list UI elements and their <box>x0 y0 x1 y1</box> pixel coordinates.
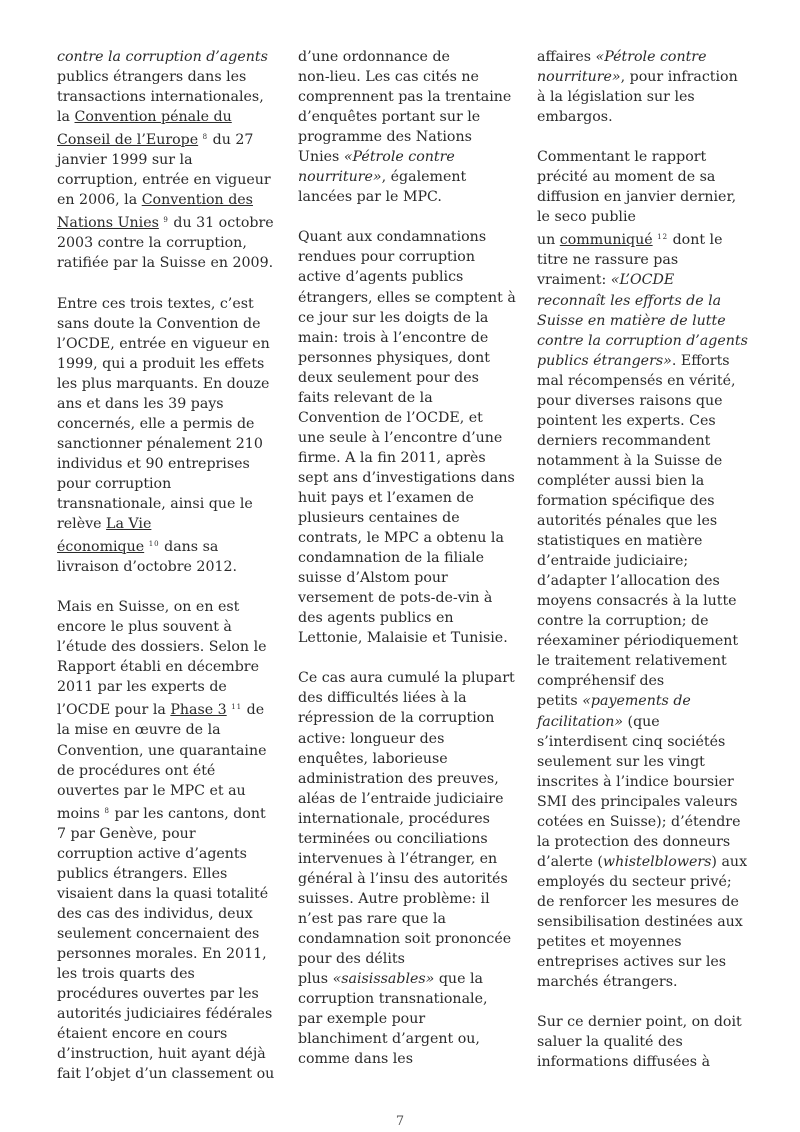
text-line: corruption, entrée en vigueur <box>57 172 271 189</box>
text-line: le traitement relativement <box>537 653 727 670</box>
text-line: compréhensif des <box>537 673 665 690</box>
text-line: petits «payements de <box>537 693 691 710</box>
text-line: pour des délits <box>298 951 405 968</box>
text-line: d’entraide judiciaire; <box>537 553 689 570</box>
footnote-marker[interactable]: 8 <box>202 133 209 142</box>
text-line: pointent les experts. Ces <box>537 412 716 429</box>
text-line: individus et 90 entreprises <box>57 455 250 472</box>
paragraph <box>537 47 759 127</box>
link-phase-3[interactable]: Phase 3 <box>170 702 227 719</box>
paragraph <box>57 597 275 1084</box>
text-line: Unies «Pétrole contre <box>298 149 455 166</box>
text-line: contre la corruption d’agents <box>57 49 268 65</box>
text-line: condamnation soit prononcée <box>298 930 512 947</box>
footnote-marker[interactable]: 8 <box>104 806 110 815</box>
text-line: le seco publie <box>537 209 636 226</box>
paragraph <box>57 294 275 578</box>
text-line: d’alerte (whistelblowers) aux <box>537 853 748 870</box>
text-column-1 <box>57 47 275 1104</box>
text-line: les plus marquants. En douze <box>57 375 270 392</box>
text-line: nourriture», également <box>298 169 467 186</box>
link-convention-penale[interactable]: Convention pénale du <box>74 109 232 126</box>
paragraph <box>298 227 516 648</box>
text-line: Nations Unies $^9$ du 31 octobre <box>57 215 274 232</box>
text-line: publics étrangers dans les <box>57 69 247 86</box>
link-communique[interactable]: communiqué <box>559 232 653 249</box>
text-line: à la législation sur les <box>537 89 695 106</box>
text-line: Commentant le rapport <box>537 149 707 166</box>
text-line: 2003 contre la corruption, <box>57 235 247 252</box>
text-line: aléas de l’entraide judiciaire <box>298 790 504 807</box>
text-line: transactions internationales, <box>57 89 264 106</box>
text-line: informations diffusées à <box>537 1054 711 1071</box>
link-la-vie-economique[interactable]: La Vie <box>106 516 152 533</box>
text-line: formation spécifique des <box>537 492 715 509</box>
text-line: d’une ordonnance de <box>298 49 450 65</box>
text-line: seulement sur les vingt <box>537 753 705 770</box>
text-line: inscrites à l’indice boursier <box>537 773 734 790</box>
text-line: programme des Nations <box>298 129 472 146</box>
page-number: 7 <box>395 1114 405 1129</box>
text-line: deux seulement pour des <box>298 369 479 386</box>
text-line: des cas des individus, deux <box>57 905 253 922</box>
text-line: Lettonie, Malaisie et Tunisie. <box>298 630 508 647</box>
text-line: cotées en Suisse); d’étendre <box>537 813 741 830</box>
text-line: relève La Vie <box>57 516 152 533</box>
text-line: notamment à la Suisse de <box>537 452 723 469</box>
text-line: contre la corruption; de <box>537 613 709 630</box>
text-line: entreprises actives sur les <box>537 954 727 971</box>
text-line: étaient encore en cours <box>57 1026 228 1043</box>
text-line: moyens consacrés à la lutte <box>537 593 737 610</box>
text-line: en 2006, la Convention des <box>57 192 253 209</box>
text-line: fait l’objet d’un classement ou <box>57 1066 275 1083</box>
text-line: titre ne rassure pas <box>537 252 679 269</box>
text-line: condamnation de la filiale <box>298 550 485 567</box>
text-line: Convention de l’OCDE, et <box>298 409 483 426</box>
text-line: suisses. Autre problème: il <box>298 890 490 907</box>
text-line: 7 par Genève, pour <box>57 825 196 842</box>
text-line: 2011 par les experts de <box>57 679 227 696</box>
text-line: ratifiée par la Suisse en 2009. <box>57 255 274 272</box>
text-line: d’adapter l’allocation des <box>537 573 720 590</box>
text-line: statistiques en matière <box>537 533 703 550</box>
text-line: affaires «Pétrole contre <box>537 49 707 65</box>
text-line: main: trois à l’encontre de <box>298 329 489 346</box>
text-line: contrats, le MPC a obtenu la <box>298 530 504 547</box>
text-line: concernés, elle a permis de <box>57 415 255 432</box>
text-line: personnes morales. En 2011, <box>57 945 267 962</box>
text-line: sanctionner pénalement 210 <box>57 435 263 452</box>
text-line: plusieurs centaines de <box>298 510 460 527</box>
text-line: précité au moment de sa <box>537 169 716 186</box>
text-line: embargos. <box>537 109 613 126</box>
text-line: firme. A la fin 2011, après <box>298 449 486 466</box>
text-line: sans doute la Convention de <box>57 315 261 332</box>
text-line: la mise en œuvre de la <box>57 722 221 739</box>
text-line: sensibilisation destinées aux <box>537 913 743 930</box>
text-line: diffusion en janvier dernier, <box>537 189 737 206</box>
text-line: s’interdisent cinq sociétés <box>537 733 726 750</box>
text-line: mal récompensés en vérité, <box>537 372 736 389</box>
text-line: une seule à l’encontre d’une <box>298 429 503 446</box>
text-line: visaient dans la quasi totalité <box>57 885 269 902</box>
text-line: général à l’insu des autorités <box>298 870 508 887</box>
text-line: procédures ouvertes par les <box>57 986 259 1003</box>
text-line: 1999, qui a produit les effets <box>57 355 265 372</box>
text-line: petites et moyennes <box>537 934 682 951</box>
text-line: Entre ces trois textes, c’est <box>57 295 254 312</box>
text-line: internationale, procédures <box>298 810 490 827</box>
text-line: l’OCDE, entrée en vigueur en <box>57 335 270 352</box>
text-line: la protection des donneurs <box>537 833 731 850</box>
text-line: par exemple pour <box>298 1011 426 1028</box>
text-line: active d’agents publics <box>298 269 464 286</box>
text-line: ans et dans les 39 pays <box>57 395 224 412</box>
text-line: l’OCDE pour la Phase 3 $^{11}$ de <box>57 702 265 719</box>
text-line: transnationale, ainsi que le <box>57 495 253 512</box>
text-line: faits relevant de la <box>298 389 433 406</box>
link-economique[interactable]: économique <box>57 539 145 556</box>
text-line: de procédures ont été <box>57 762 216 779</box>
text-line: derniers recommandent <box>537 432 711 449</box>
text-line: intervenues à l’étranger, en <box>298 850 498 867</box>
text-line: Ce cas aura cumulé la plupart <box>298 670 515 687</box>
text-column-3 <box>537 47 759 1092</box>
footnote-marker[interactable]: 10 <box>148 540 160 549</box>
paragraph <box>537 1012 759 1072</box>
text-line: suisse d’Alstom pour <box>298 570 448 587</box>
text-line: sept ans d’investigations dans <box>298 469 515 486</box>
text-line: marchés étrangers. <box>537 974 678 991</box>
text-line: Rapport établi en décembre <box>57 659 259 676</box>
text-line: l’étude des dossiers. Selon le <box>57 639 267 656</box>
text-line: autorités judiciaires fédérales <box>57 1006 273 1023</box>
text-line: enquêtes, laborieuse <box>298 750 448 767</box>
text-line: compléter aussi bien la <box>537 472 705 489</box>
text-line: livraison d’octobre 2012. <box>57 559 238 576</box>
text-line: active: longueur des <box>298 730 445 747</box>
text-line: reconnaît les efforts de la <box>537 292 722 309</box>
text-line: pour corruption <box>57 475 172 492</box>
text-line: autorités pénales que les <box>537 513 718 530</box>
text-line: versement de pots-de-vin à <box>298 590 493 607</box>
footnote-marker[interactable]: 9 <box>163 216 169 225</box>
text-line: personnes physiques, dont <box>298 349 490 366</box>
text-line: moins $^8$ par les cantons, dont <box>57 805 266 822</box>
text-line: encore le plus souvent à <box>57 619 232 636</box>
text-line: étrangers, elles se comptent à <box>298 289 516 306</box>
text-line: seulement concernaient des <box>57 925 260 942</box>
text-line: comprennent pas la trentaine <box>298 89 512 106</box>
text-line: publics étrangers». Efforts <box>537 352 730 369</box>
text-line: vraiment: «L’OCDE <box>537 272 675 289</box>
text-line: n’est pas rare que la <box>298 910 446 927</box>
text-line: SMI des principales valeurs <box>537 793 738 810</box>
text-line: nourriture», pour infraction <box>537 69 738 86</box>
text-line: plus «saisissables» que la <box>298 971 483 988</box>
text-line: corruption transnationale, <box>298 991 488 1008</box>
text-line: comme dans les <box>298 1051 413 1068</box>
paragraph <box>57 47 275 274</box>
text-line: ce jour sur les doigts de la <box>298 309 489 326</box>
text-line: corruption active d’agents <box>57 845 247 862</box>
text-line: Suisse en matière de lutte <box>537 312 726 329</box>
link-convention-nations-unies[interactable]: Convention des <box>141 192 253 209</box>
text-line: économique $^{10}$ dans sa <box>57 539 219 556</box>
text-line: de renforcer les mesures de <box>537 893 739 910</box>
text-line: saluer la qualité des <box>537 1034 683 1051</box>
paragraph <box>298 668 516 1069</box>
text-line: employés du secteur privé; <box>537 873 732 890</box>
footnote-marker[interactable]: 12 <box>657 233 669 242</box>
text-line: Quant aux condamnations <box>298 229 487 246</box>
text-line: Convention, une quarantaine <box>57 742 267 759</box>
footnote-marker[interactable]: 11 <box>231 703 243 712</box>
text-line: Mais en Suisse, on en est <box>57 599 240 616</box>
text-line: facilitation» (que <box>537 713 660 730</box>
link-nations-unies[interactable]: Nations Unies <box>57 215 159 232</box>
text-line: un communiqué $^{12}$ dont le <box>537 232 723 249</box>
text-column-2 <box>298 47 516 1089</box>
text-line: des difficultés liées à la <box>298 690 467 707</box>
text-line: huit pays et l’examen de <box>298 489 474 506</box>
text-line: ouvertes par le MPC et au <box>57 782 246 799</box>
text-line: d’instruction, huit ayant déjà <box>57 1046 266 1063</box>
text-line: les trois quarts des <box>57 966 195 983</box>
text-line: publics étrangers. Elles <box>57 865 228 882</box>
text-line: lancées par le MPC. <box>298 189 442 206</box>
text-line: Conseil de l’Europe $^8$ du 27 <box>57 132 254 149</box>
text-line: la Convention pénale du <box>57 109 232 126</box>
text-line: janvier 1999 sur la <box>57 152 193 169</box>
text-line: pour diverses raisons que <box>537 392 723 409</box>
text-line: contre la corruption d’agents <box>537 332 748 349</box>
text-line: Sur ce dernier point, on doit <box>537 1014 742 1031</box>
text-line: non-lieu. Les cas cités ne <box>298 69 479 86</box>
text-line: blanchiment d’argent ou, <box>298 1031 480 1048</box>
text-line: d’enquêtes portant sur le <box>298 109 481 126</box>
text-line: terminées ou conciliations <box>298 830 488 847</box>
paragraph <box>298 47 516 207</box>
link-conseil-europe[interactable]: Conseil de l’Europe <box>57 132 199 149</box>
text-line: répression de la corruption <box>298 710 495 727</box>
text-line: administration des preuves, <box>298 770 499 787</box>
text-line: des agents publics en <box>298 610 454 627</box>
paragraph <box>537 147 759 992</box>
text-line: réexaminer périodiquement <box>537 633 739 650</box>
text-line: rendues pour corruption <box>298 249 475 266</box>
